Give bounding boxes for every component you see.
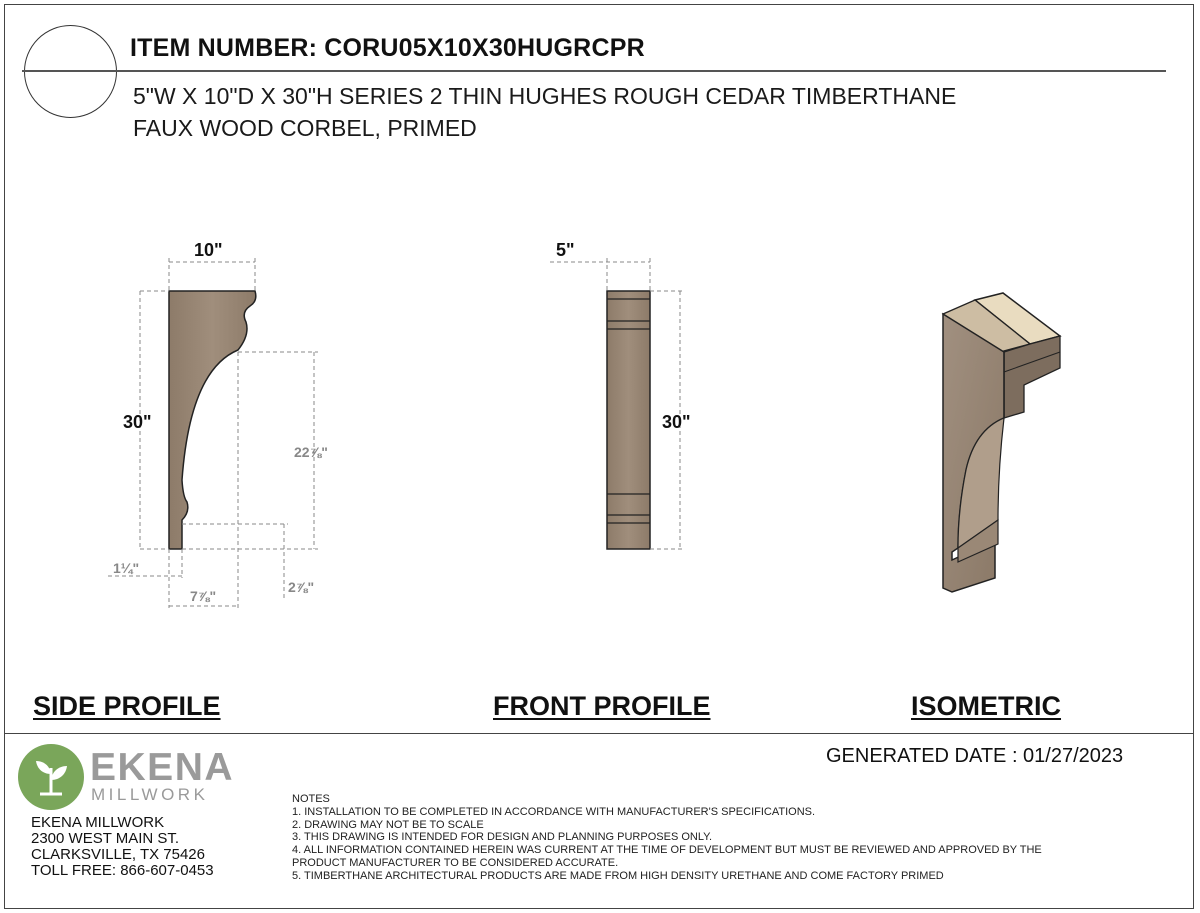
note-item: PRODUCT MANUFACTURER TO BE CONSIDERED ACCURATE. (292, 856, 619, 869)
brand-subtitle: MILLWORK (91, 785, 209, 804)
notes-block (292, 793, 1042, 883)
side-profile-shape (169, 291, 256, 549)
side-base-height-label: 2⅞" (288, 579, 315, 595)
notes-title: NOTES (292, 793, 330, 805)
description-line-2: FAUX WOOD CORBEL, PRIMED (133, 115, 477, 141)
side-base-depth-label: 7⅞" (190, 588, 217, 604)
brand-name: EKENA (90, 746, 235, 789)
isometric-title: ISOMETRIC (911, 691, 1062, 721)
side-profile-drawing (108, 240, 328, 608)
side-profile-title: SIDE PROFILE (33, 691, 221, 721)
note-item: 2. DRAWING MAY NOT BE TO SCALE (292, 818, 484, 831)
front-profile-shape (607, 291, 650, 549)
note-item: 3. THIS DRAWING IS INTENDED FOR DESIGN AND PLANNING PURPOSES ONLY. (292, 831, 713, 844)
item-number: ITEM NUMBER: CORU05X10X30HUGRCPR (130, 34, 645, 62)
side-inner-height-label: 22⅞" (294, 444, 328, 460)
note-item: 1. INSTALLATION TO BE COMPLETED IN ACCORDANCE WITH MANUFACTURER'S SPECIFICATIONS. (292, 805, 816, 818)
note-item: 4. ALL INFORMATION CONTAINED HEREIN WAS CURRENT AT THE TIME OF DEVELOPMENT BUT MUST BE REVIEWED AND APPROVED BY THE (292, 844, 1042, 857)
address-line-2: CLARKSVILLE, TX 75426 (31, 846, 205, 863)
ekena-leaf-logo-icon (18, 744, 84, 810)
generated-date: GENERATED DATE : 01/27/2023 (826, 745, 1124, 767)
footer-divider (4, 733, 1194, 734)
isometric-drawing (943, 293, 1060, 592)
side-depth-label: 10" (194, 240, 223, 260)
front-height-label: 30" (662, 412, 691, 432)
front-profile-drawing (550, 240, 691, 549)
company-name: EKENA MILLWORK (31, 814, 165, 831)
description-line-1: 5"W X 10"D X 30"H SERIES 2 THIN HUGHES ROUGH CEDAR TIMBERTHANE (133, 83, 957, 109)
side-height-label: 30" (123, 412, 152, 432)
phone-number: TOLL FREE: 866-607-0453 (31, 862, 214, 879)
address-line-1: 2300 WEST MAIN ST. (31, 830, 180, 847)
company-address (31, 815, 214, 879)
side-base-thickness-label: 1¼" (113, 560, 140, 576)
note-item: 5. TIMBERTHANE ARCHITECTURAL PRODUCTS ARE MADE FROM HIGH DENSITY URETHANE AND COME FACTORY PRIMED (292, 869, 944, 882)
front-width-label: 5" (556, 240, 575, 260)
front-profile-title: FRONT PROFILE (493, 691, 711, 721)
